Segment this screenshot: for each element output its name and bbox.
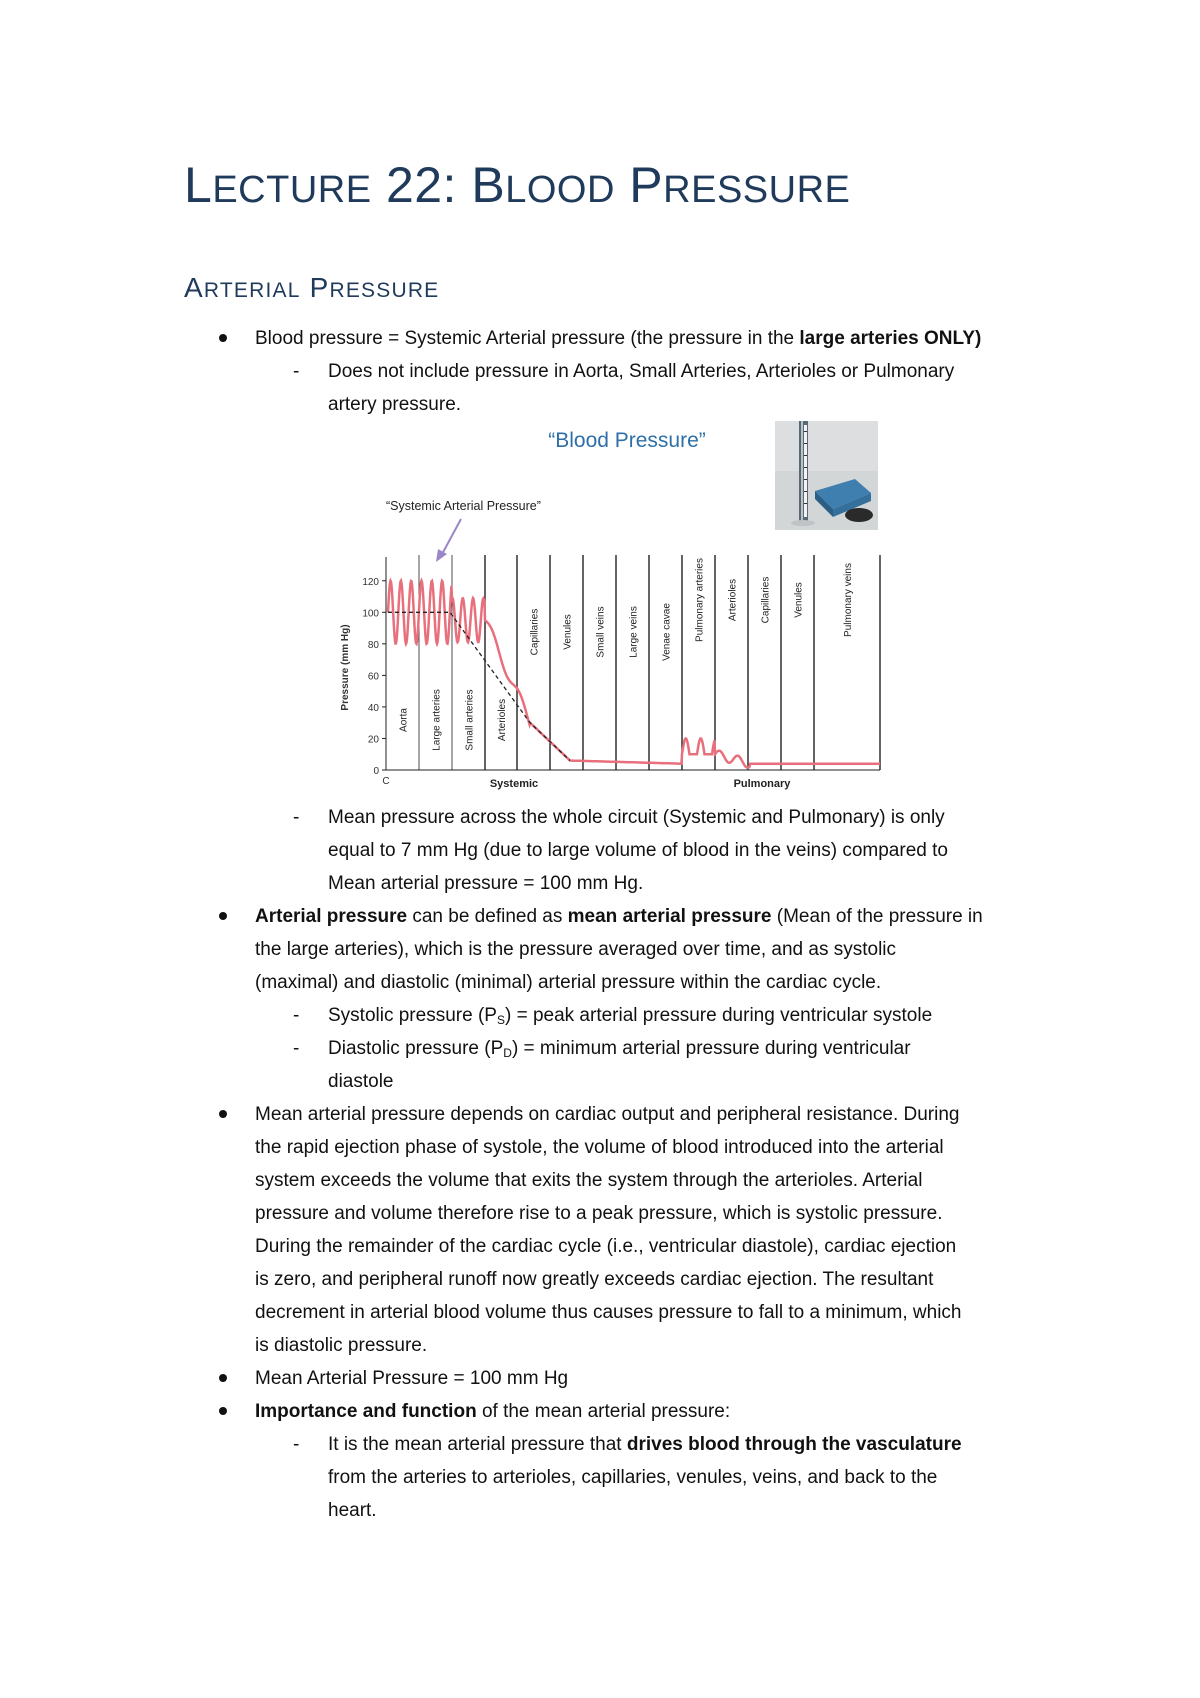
segment-label: Pulmonary veins: [843, 563, 854, 637]
y-axis-label: Pressure (mm Hg): [340, 624, 351, 711]
sphygmomanometer-image: [775, 421, 878, 530]
paragraph-line: is diastolic pressure.: [255, 1335, 428, 1356]
bullet-marker: [219, 334, 227, 342]
annotation-arrow: [441, 519, 461, 556]
paragraph-line: the large arteries), which is the pressure averaged over time, and as systolic: [255, 939, 897, 960]
paragraph-line: Blood pressure = Systemic Arterial pressure (the pressure in the large arteries ONLY): [255, 328, 982, 349]
segment-label: Small veins: [595, 606, 607, 658]
y-tick-label: 20: [367, 734, 379, 746]
paragraph-line: pressure and volume therefore rise to a peak pressure, which is systolic pressure.: [255, 1203, 943, 1224]
paragraph-line: Mean arterial pressure depends on cardiac output and peripheral resistance. During: [255, 1104, 960, 1125]
bullet-marker: [219, 1110, 227, 1118]
group-label: Systemic: [489, 778, 539, 790]
dash-marker: -: [293, 807, 300, 828]
segment-label: Venules: [562, 614, 574, 650]
segment-label: Capillaries: [529, 608, 541, 656]
segment-label: Large arteries: [431, 689, 443, 751]
paragraph-line: artery pressure.: [328, 394, 462, 415]
y-tick-label: 60: [367, 671, 379, 683]
segment-label: Pulmonary arteries: [694, 558, 706, 642]
paragraph-line: Importance and function of the mean arterial pressure:: [255, 1401, 731, 1422]
segment-label: Arterioles: [727, 578, 739, 622]
segment-label: Capillaries: [760, 576, 772, 624]
paragraph-line: from the arteries to arterioles, capillaries, venules, veins, and back to the: [328, 1467, 938, 1488]
paragraph-line: Does not include pressure in Aorta, Small Arteries, Arterioles or Pulmonary: [328, 361, 955, 382]
paragraph-line: During the remainder of the cardiac cycle (i.e., ventricular diastole), cardiac ejection: [255, 1236, 957, 1257]
paragraph-line: Mean arterial pressure = 100 mm Hg.: [328, 873, 644, 894]
y-tick-label: 80: [367, 639, 379, 651]
y-tick-label: 100: [362, 608, 379, 620]
annotation-arrow-head: [436, 549, 447, 562]
paragraph-line: Systolic pressure $(P_S)$ = peak arterial pressure during ventricular systole: [328, 1005, 933, 1027]
segment-label: Arterioles: [497, 698, 508, 742]
group-label: Pulmonary: [733, 778, 791, 790]
segment-label: Venules: [793, 582, 805, 618]
chart-plot: [340, 555, 880, 790]
dash-marker: -: [293, 1038, 300, 1059]
x-origin-label: C: [382, 776, 390, 787]
paragraph-line: equal to 7 mm Hg (due to large volume of blood in the veins) compared to: [328, 840, 948, 861]
paragraph-line: Arterial pressure can be defined as mean arterial pressure (Mean of the pressure in: [255, 906, 983, 927]
section-heading: ARTERIAL PRESSURE: [184, 272, 440, 303]
paragraph-line: is zero, and peripheral runoff now greatly exceeds cardiac ejection. The resultant: [255, 1269, 934, 1290]
paragraph-line: (maximal) and diastolic (minimal) arterial pressure within the cardiac cycle.: [255, 972, 882, 993]
dash-marker: -: [293, 361, 300, 382]
dash-marker: -: [293, 1005, 300, 1026]
page-title: LECTURE 22: BLOOD PRESSURE: [184, 157, 851, 213]
dash-marker: -: [293, 1434, 300, 1455]
paragraph-line: Mean Arterial Pressure = 100 mm Hg: [255, 1368, 569, 1389]
chart-annotation: “Systemic Arterial Pressure”: [386, 499, 541, 513]
paragraph-line: Mean pressure across the whole circuit (Systemic and Pulmonary) is only: [328, 807, 945, 828]
segment-label: Venae cavae: [661, 603, 673, 661]
segment-label: Small arteries: [464, 689, 476, 751]
bullet-marker: [219, 1407, 227, 1415]
segment-label: Aorta: [398, 708, 410, 732]
segment-label: Large veins: [628, 606, 640, 658]
paragraph-line: heart.: [328, 1500, 377, 1521]
y-tick-label: 120: [362, 576, 379, 588]
y-tick-label: 0: [373, 766, 379, 777]
paragraph-line: the rapid ejection phase of systole, the volume of blood introduced into the arterial: [255, 1137, 944, 1158]
paragraph-line: decrement in arterial blood volume thus causes pressure to fall to a minimum, which: [255, 1302, 962, 1323]
chart-heading: “Blood Pressure”: [548, 429, 706, 452]
paragraph-line: diastole: [328, 1071, 394, 1092]
y-tick-label: 40: [367, 702, 379, 714]
paragraph-line: Diastolic pressure $(P_D)$ = minimum arterial pressure during ventricular: [328, 1038, 911, 1060]
paragraph-line: It is the mean arterial pressure that drives blood through the vasculature: [328, 1434, 962, 1455]
bullet-marker: [219, 1374, 227, 1382]
paragraph-line: system exceeds the volume that exits the system through the arterioles. Arterial: [255, 1170, 923, 1191]
bullet-marker: [219, 912, 227, 920]
sphygmomanometer-photo: [775, 421, 878, 530]
